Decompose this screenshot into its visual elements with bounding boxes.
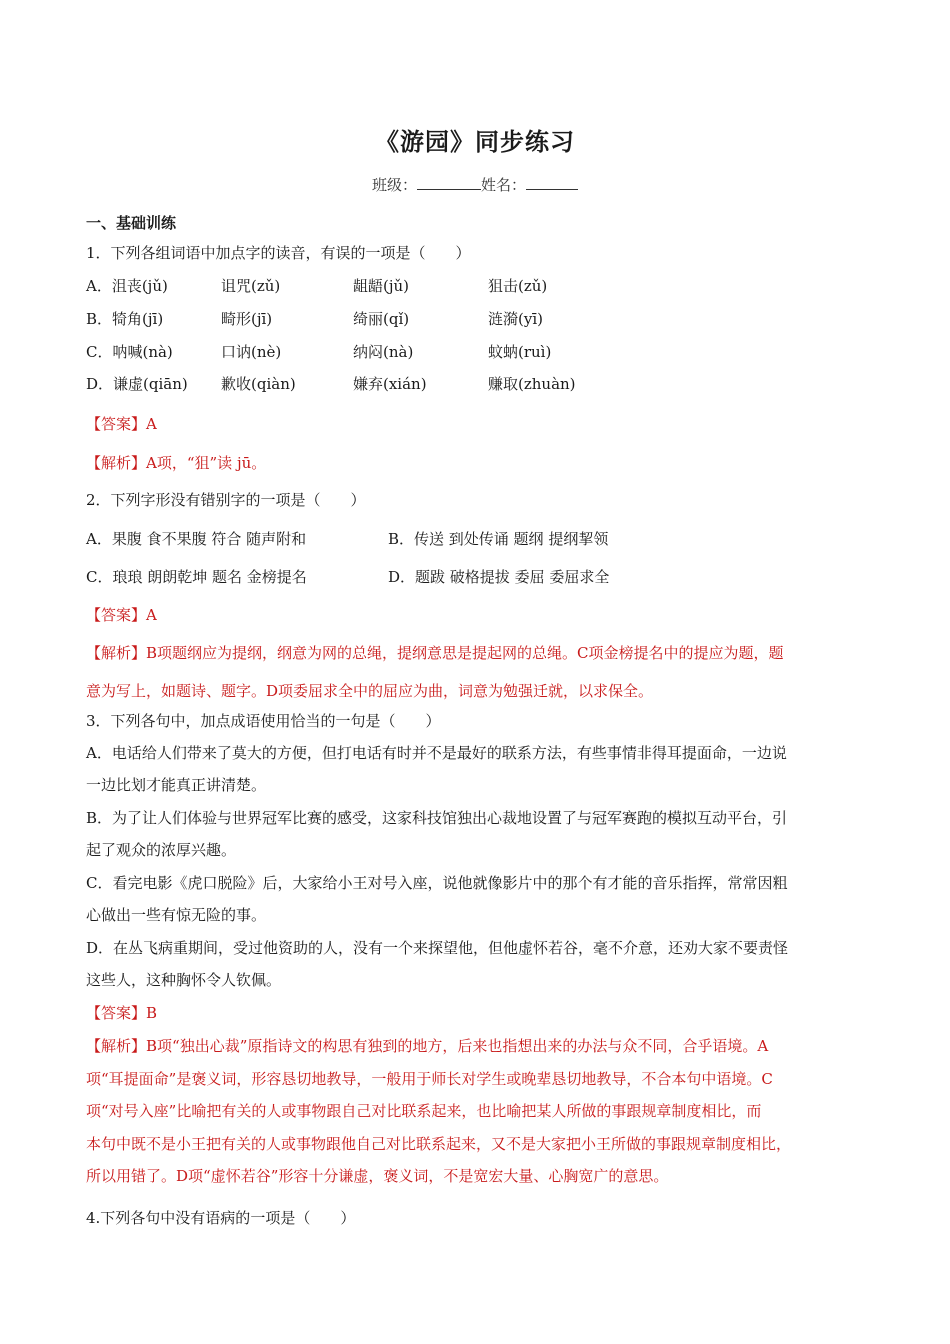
class-label: 班级： (371, 176, 417, 194)
q4-stem: 4.下列各句中没有语病的一项是（ ） (86, 1209, 356, 1227)
q1-c-3: 纳闷(nà) (353, 343, 414, 361)
q2-analysis-line1: 【解析】B项题纲应为提纲，纲意为网的总绳，提纲意思是提起网的总绳。C项金榜提名中的提应为题，题 (86, 644, 784, 662)
q2-option-b: B．传送 到处传诵 题纲 提纲挈领 (388, 530, 609, 548)
q3-option-c-line2: 心做出一些有惊无险的事。 (86, 906, 267, 924)
q3-analysis-line5: 所以用错了。D项“虚怀若谷”形容十分谦虚，褒义词，不是宽宏大量、心胸宽广的意思。 (86, 1167, 669, 1185)
q1-b-1: B．犄角(jī) (86, 310, 164, 328)
q1-a-2: 诅咒(zǔ) (221, 277, 281, 295)
q2-stem: 2．下列字形没有错别字的一项是（ ） (86, 491, 366, 509)
q3-analysis-line3: 项“对号入座”比喻把有关的人或事物跟自己对比联系起来，也比喻把某人所做的事跟规章制度相比，而 (86, 1102, 762, 1120)
q3-analysis-line1: 【解析】B项“独出心裁”原指诗文的构思有独到的地方，后来也指想出来的办法与众不同，合乎语境。A (86, 1037, 769, 1055)
q1-a-4: 狙击(zǔ) (488, 277, 548, 295)
q1-c-2: 口讷(nè) (221, 343, 282, 361)
q3-analysis-line2: 项“耳提面命”是褒义词，形容恳切地教导，一般用于师长对学生或晚辈恳切地教导，不合本句中语境。C (86, 1070, 773, 1088)
q3-option-b-line2: 起了观众的浓厚兴趣。 (86, 841, 237, 859)
q3-option-c-line1: C．看完电影《虎口脱险》后，大家给小王对号入座，说他就像影片中的那个有才能的音乐指挥，常常因粗 (86, 874, 788, 892)
q2-option-c: C．琅琅 朗朗乾坤 题名 金榜提名 (86, 568, 307, 586)
q1-c-1: C．呐喊(nà) (86, 343, 173, 361)
q3-option-a-line1: A．电话给人们带来了莫大的方便，但打电话有时并不是最好的联系方法，有些事情非得耳提面命，一边说 (86, 744, 787, 762)
q1-answer: 【答案】A (86, 415, 157, 433)
name-blank (526, 175, 578, 190)
q3-option-d-line2: 这些人，这种胸怀令人钦佩。 (86, 971, 282, 989)
q1-a-3: 龃龉(jǔ) (353, 277, 410, 295)
q2-analysis-line2: 意为写上，如题诗、题字。D项委屈求全中的屈应为曲，词意为勉强迁就，以求保全。 (86, 682, 654, 700)
class-blank (417, 175, 481, 190)
q3-stem: 3．下列各句中，加点成语使用恰当的一句是（ ） (86, 712, 441, 730)
q1-c-4: 蚊蚋(ruì) (488, 343, 552, 361)
q2-option-a: A．果腹 食不果腹 符合 随声附和 (86, 530, 307, 548)
q3-option-d-line1: D．在丛飞病重期间，受过他资助的人，没有一个来探望他，但他虚怀若谷，毫不介意，还劝大家不要责怪 (86, 939, 789, 957)
q1-d-3: 嫌弃(xián) (353, 375, 427, 393)
name-label: 姓名： (481, 176, 527, 194)
q1-a-1: A．沮丧(jǔ) (86, 277, 168, 295)
q1-d-2: 歉收(qiàn) (221, 375, 296, 393)
q3-analysis-line4: 本句中既不是小王把有关的人或事物跟他自己对比联系起来，又不是大家把小王所做的事跟规章制度相比， (86, 1135, 792, 1153)
q1-b-2: 畸形(jī) (221, 310, 273, 328)
q1-analysis: 【解析】A项，“狙”读 jū。 (86, 454, 267, 472)
q1-d-1: D．谦虚(qiān) (86, 375, 188, 393)
q3-answer: 【答案】B (86, 1004, 158, 1022)
q3-option-a-line2: 一边比划才能真正讲清楚。 (86, 776, 267, 794)
section-heading: 一、基础训练 (86, 214, 177, 232)
q2-option-d: D．题跋 破格提拔 委屈 委屈求全 (388, 568, 610, 586)
q1-d-4: 赚取(zhuàn) (488, 375, 576, 393)
q3-option-b-line1: B．为了让人们体验与世界冠军比赛的感受，这家科技馆独出心裁地设置了与冠军赛跑的模拟互动平台，引 (86, 809, 788, 827)
class-name-line (0, 174, 950, 195)
q2-answer: 【答案】A (86, 606, 157, 624)
q1-stem: 1．下列各组词语中加点字的读音，有误的一项是（ ） (86, 244, 471, 262)
q1-b-4: 涟漪(yī) (488, 310, 543, 328)
q1-b-3: 绮丽(qǐ) (353, 310, 410, 328)
page-title: 《游园》同步练习 (375, 128, 575, 156)
